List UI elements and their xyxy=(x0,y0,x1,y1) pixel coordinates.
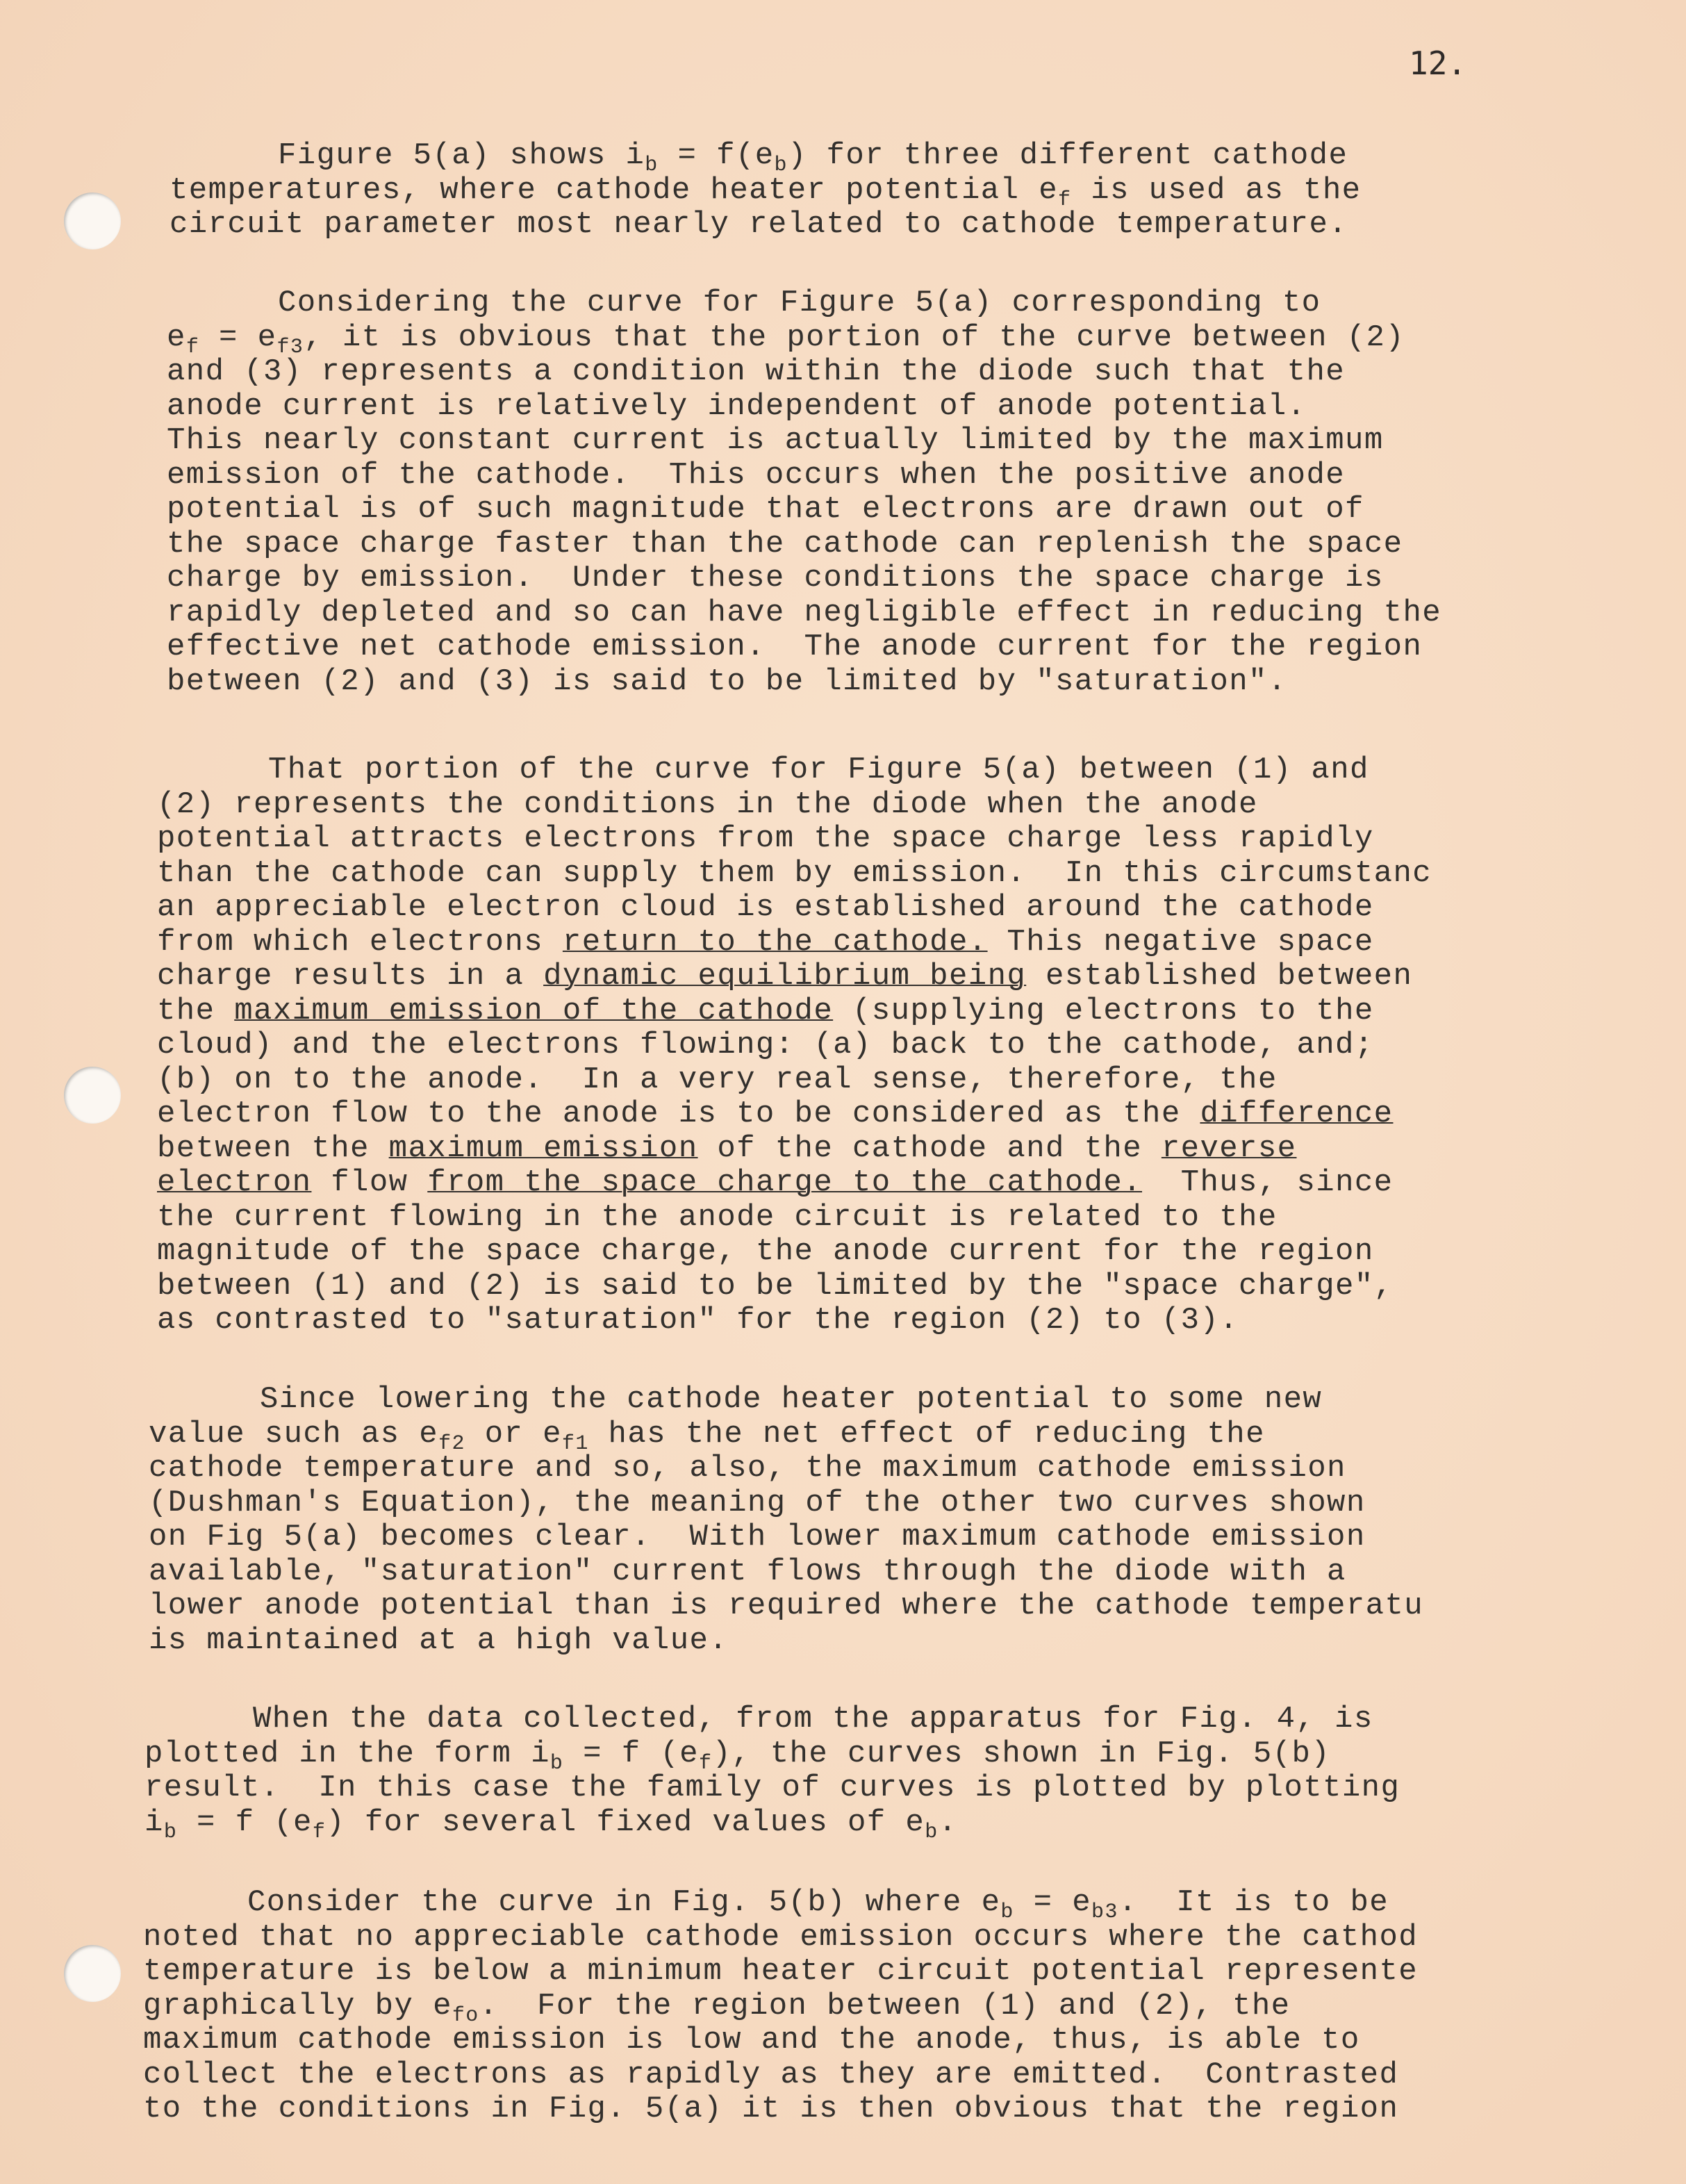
subscript: b xyxy=(774,154,788,177)
text-run: = e xyxy=(199,320,277,355)
text-run: magnitude of the space charge, the anode current for the region xyxy=(157,1234,1374,1269)
text-run: Since lowering the cathode heater potential to some new xyxy=(260,1382,1323,1417)
punch-hole xyxy=(64,192,121,249)
text-run: of the cathode and the xyxy=(697,1131,1162,1166)
text-run: as contrasted to "saturation" for the region (2) to (3). xyxy=(157,1303,1239,1338)
punch-hole xyxy=(64,1945,121,2002)
paragraph xyxy=(167,286,1441,699)
text-run: the current flowing in the anode circuit is related to the xyxy=(157,1199,1278,1235)
text-run: emission of the cathode. This occurs when the positive anode xyxy=(167,457,1346,493)
text-run: . For the region between (1) and (2), the xyxy=(479,1988,1291,2023)
paragraph xyxy=(143,1886,1418,2127)
text-run: is maintained at a high value. xyxy=(149,1623,729,1658)
text-run: potential attracts electrons from the space charge less rapidly xyxy=(157,821,1374,856)
text-run: than the cathode can supply them by emission. In this circumstanc xyxy=(157,855,1432,891)
subscript: b xyxy=(163,1820,178,1844)
text-run: noted that no appreciable cathode emission occurs where the cathod xyxy=(143,1919,1419,1955)
text-run: Considering the curve for Figure 5(a) corresponding to xyxy=(278,286,1321,320)
text-run: This nearly constant current is actually limited by the maximum xyxy=(167,423,1384,458)
text-run: flow xyxy=(311,1165,428,1200)
text-run: on Fig 5(a) becomes clear. With lower maximum cathode emission xyxy=(149,1520,1366,1554)
underlined-text: dynamic equilibrium being xyxy=(543,959,1027,994)
text-run: has the net effect of reducing the xyxy=(588,1416,1265,1452)
text-run: Consider the curve in Fig. 5(b) where e xyxy=(247,1885,1001,1920)
text-run: anode current is relatively independent of anode potential. xyxy=(167,388,1307,424)
text-run: between the xyxy=(157,1131,389,1166)
subscript: f xyxy=(698,1751,713,1775)
text-run: temperature is below a minimum heater circuit potential represente xyxy=(143,1954,1419,1989)
paragraph xyxy=(157,753,1432,1338)
subscript: b xyxy=(925,1820,939,1844)
text-run: potential is of such magnitude that electrons are drawn out of xyxy=(167,492,1364,527)
text-run: graphically by e xyxy=(143,1988,452,2023)
text-run: or e xyxy=(465,1416,562,1452)
text-run: the xyxy=(157,993,235,1028)
text-run: rapidly depleted and so can have negligible effect in reducing the xyxy=(167,595,1442,630)
paragraph xyxy=(144,1702,1400,1844)
text-run: to the conditions in Fig. 5(a) it is then obvious that the region xyxy=(143,2092,1399,2126)
text-run: between (1) and (2) is said to be limited by the "space charge", xyxy=(157,1268,1394,1304)
text-run: (Dushman's Equation), the meaning of the other two curves shown xyxy=(149,1485,1366,1520)
text-run: Thus, since xyxy=(1142,1165,1394,1200)
text-run: plotted in the form i xyxy=(144,1736,550,1771)
text-run: an appreciable electron cloud is established around the cathode xyxy=(157,890,1374,925)
text-run: the space charge faster than the cathode can replenish the space xyxy=(167,526,1403,561)
subscript: b xyxy=(549,1751,564,1775)
text-run: charge results in a xyxy=(157,959,544,994)
text-run: i xyxy=(144,1805,164,1840)
subscript: f xyxy=(1058,188,1072,212)
text-run: result. In this case the family of curves is plotted by plotting xyxy=(144,1771,1400,1805)
text-run: effective net cathode emission. The anode current for the region xyxy=(167,630,1423,664)
text-run: cathode temperature and so, also, the maximum cathode emission xyxy=(149,1451,1346,1486)
text-run: between (2) and (3) is said to be limited by "saturation". xyxy=(167,664,1287,699)
underlined-text: maximum emission xyxy=(388,1131,698,1166)
underlined-text: maximum emission of the cathode xyxy=(234,993,834,1028)
text-run: ), the curves shown in Fig. 5(b) xyxy=(712,1736,1331,1771)
paragraph xyxy=(149,1383,1423,1658)
text-run: charge by emission. Under these conditions the space charge is xyxy=(167,561,1384,596)
text-run: from which electrons xyxy=(157,924,563,960)
subscript: f xyxy=(185,335,200,359)
text-run: That portion of the curve for Figure 5(a) between (1) and xyxy=(268,753,1369,787)
punch-hole xyxy=(64,1067,121,1124)
subscript: f3 xyxy=(276,335,304,359)
text-run: Figure 5(a) shows i xyxy=(278,138,645,173)
underlined-text: from the space charge to the cathode. xyxy=(427,1165,1143,1200)
text-run: . It is to be xyxy=(1118,1885,1389,1920)
underlined-text: reverse xyxy=(1161,1131,1297,1166)
text-run: value such as e xyxy=(149,1416,439,1452)
text-run: (b) on to the anode. In a very real sense, therefore, the xyxy=(157,1062,1278,1097)
text-run: = f(e xyxy=(658,138,775,173)
text-run: When the data collected, from the apparatus for Fig. 4, is xyxy=(253,1702,1373,1736)
text-run: and (3) represents a condition within the diode such that the xyxy=(167,354,1346,389)
text-run: electron flow to the anode is to be considered as the xyxy=(157,1097,1200,1131)
underlined-text: electron xyxy=(157,1165,312,1200)
text-run: = f (e xyxy=(177,1805,313,1840)
text-run: . xyxy=(938,1805,958,1840)
page-number: 12. xyxy=(1409,44,1467,82)
subscript: b3 xyxy=(1091,1900,1118,1924)
subscript: f xyxy=(312,1820,327,1844)
subscript: b xyxy=(645,154,659,177)
subscript: b xyxy=(1000,1900,1014,1924)
text-run: , it is obvious that the portion of the curve between (2) xyxy=(304,320,1405,355)
text-run: = e xyxy=(1014,1885,1091,1920)
text-run: (supplying electrons to the xyxy=(833,993,1374,1028)
subscript: fo xyxy=(452,2003,479,2028)
subscript: f2 xyxy=(438,1431,465,1456)
subscript: f1 xyxy=(561,1431,589,1456)
text-run: established between xyxy=(1026,959,1413,994)
text-run: (2) represents the conditions in the diode when the anode xyxy=(157,787,1258,822)
text-run: cloud) and the electrons flowing: (a) back to the cathode, and; xyxy=(157,1028,1374,1062)
text-run: collect the electrons as rapidly as they are emitted. Contrasted xyxy=(143,2057,1399,2092)
text-run: ) for three different cathode xyxy=(787,138,1348,173)
underlined-text: difference xyxy=(1200,1097,1394,1131)
underlined-text: return to the cathode. xyxy=(562,924,988,960)
text-run: ) for several fixed values of e xyxy=(326,1805,925,1840)
text-run: This negative space xyxy=(987,924,1374,960)
text-run: available, "saturation" current flows through the diode with a xyxy=(149,1554,1346,1589)
text-run: e xyxy=(167,320,186,355)
text-run: = f (e xyxy=(563,1736,699,1771)
text-run: maximum cathode emission is low and the anode, thus, is able to xyxy=(143,2023,1360,2058)
text-run: circuit parameter most nearly related to cathode temperature. xyxy=(170,207,1348,242)
paragraph xyxy=(170,139,1361,243)
text-run: lower anode potential than is required where the cathode temperatu xyxy=(149,1588,1424,1623)
text-run: temperatures, where cathode heater potential e xyxy=(170,172,1058,208)
text-run: is used as the xyxy=(1071,172,1362,208)
